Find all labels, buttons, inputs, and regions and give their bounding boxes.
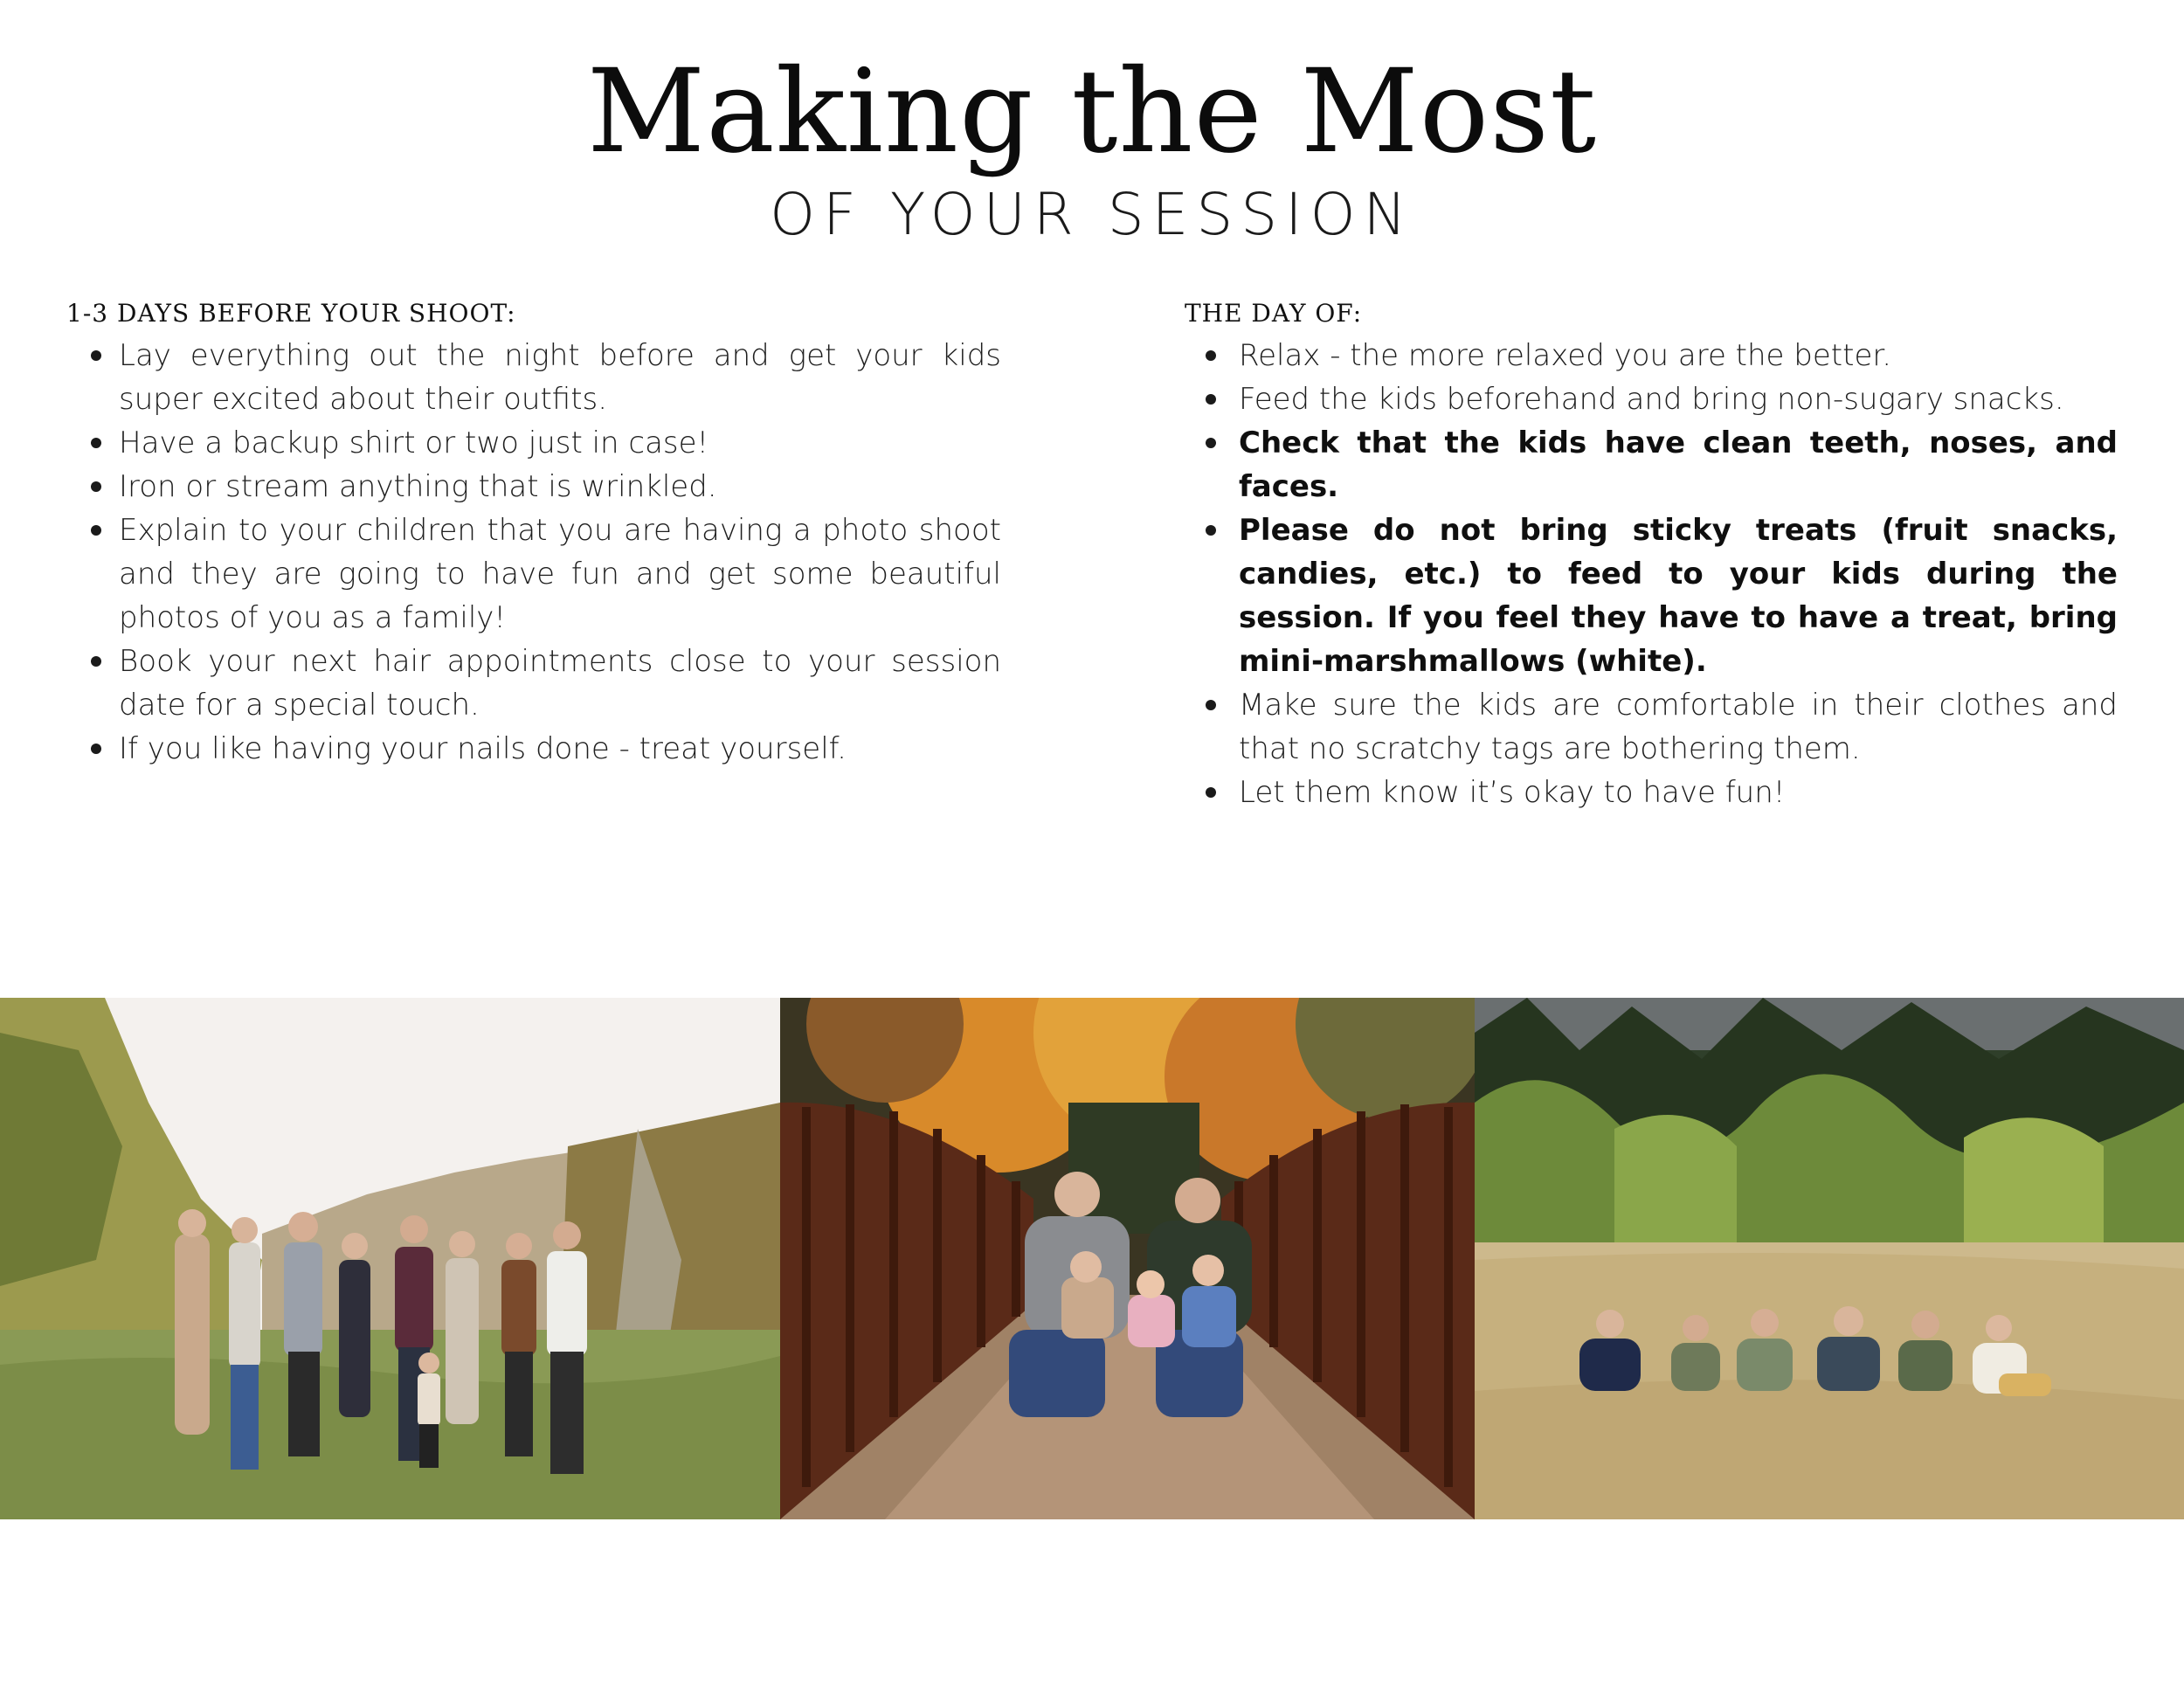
list-item	[66, 640, 1001, 727]
bullet-icon	[91, 350, 101, 361]
bullet-icon	[1206, 438, 1216, 448]
bullet-icon	[91, 656, 101, 667]
before-shoot-list	[66, 334, 1001, 771]
list-item-text: Book your next hair appointments close to your session date for a special touch.	[119, 644, 1001, 723]
list-item	[66, 727, 1001, 771]
list-item	[1185, 421, 2118, 508]
bullet-icon	[1206, 787, 1216, 798]
list-item	[66, 421, 1001, 465]
bullet-icon	[91, 481, 101, 492]
list-item	[66, 508, 1001, 640]
list-item-text: Make sure the kids are comfortable in their clothes and that no scratchy tags are bothering them.	[1239, 688, 2118, 766]
family-field-photo	[1475, 998, 2184, 1519]
page-subtitle: OF YOUR SESSION	[770, 181, 1414, 248]
list-item-text: Iron or stream anything that is wrinkled.	[119, 469, 717, 504]
page-title: Making the Most	[586, 45, 1598, 179]
bullet-icon	[91, 525, 101, 536]
day-of-list	[1185, 334, 2118, 814]
list-item-text: If you like having your nails done - treat yourself.	[119, 731, 847, 766]
list-item-text: Check that the kids have clean teeth, noses, and faces.	[1239, 425, 2118, 504]
bullet-icon	[1206, 525, 1216, 536]
list-item-text: Relax - the more relaxed you are the better.	[1239, 338, 1892, 373]
before-shoot-section	[66, 294, 1001, 771]
day-of-heading: THE DAY OF:	[1185, 299, 1363, 328]
list-item	[1185, 508, 2118, 683]
bullet-icon	[91, 744, 101, 754]
bullet-icon	[1206, 394, 1216, 405]
list-item-text: Please do not bring sticky treats (fruit snacks, candies, etc.) to feed to your kids during the session. If you feel they have to have a treat, bring mini-marshmallows (white).	[1239, 513, 2118, 679]
list-item-text: Let them know it’s okay to have fun!	[1239, 775, 1786, 810]
photo-strip	[0, 998, 2184, 1519]
list-item	[1185, 334, 2118, 377]
list-item-text: Explain to your children that you are having a photo shoot and they are going to have fun and get some beautiful photos of you as a family!	[119, 513, 1001, 635]
list-item-text: Feed the kids beforehand and bring non-sugary snacks.	[1239, 382, 2064, 417]
before-shoot-heading: 1-3 DAYS BEFORE YOUR SHOOT:	[66, 299, 516, 328]
list-item	[66, 334, 1001, 421]
bullet-icon	[91, 438, 101, 448]
list-item-text: Lay everything out the night before and get your kids super excited about their outfits.	[119, 338, 1001, 417]
list-item	[1185, 377, 2118, 421]
list-item-text: Have a backup shirt or two just in case!	[119, 425, 709, 460]
family-bridge-photo	[780, 998, 1475, 1519]
list-item	[66, 465, 1001, 508]
bullet-icon	[1206, 700, 1216, 710]
family-meadow-photo	[0, 998, 780, 1519]
day-of-section	[1185, 294, 2118, 814]
list-item	[1185, 771, 2118, 814]
bullet-icon	[1206, 350, 1216, 361]
list-item	[1185, 683, 2118, 771]
